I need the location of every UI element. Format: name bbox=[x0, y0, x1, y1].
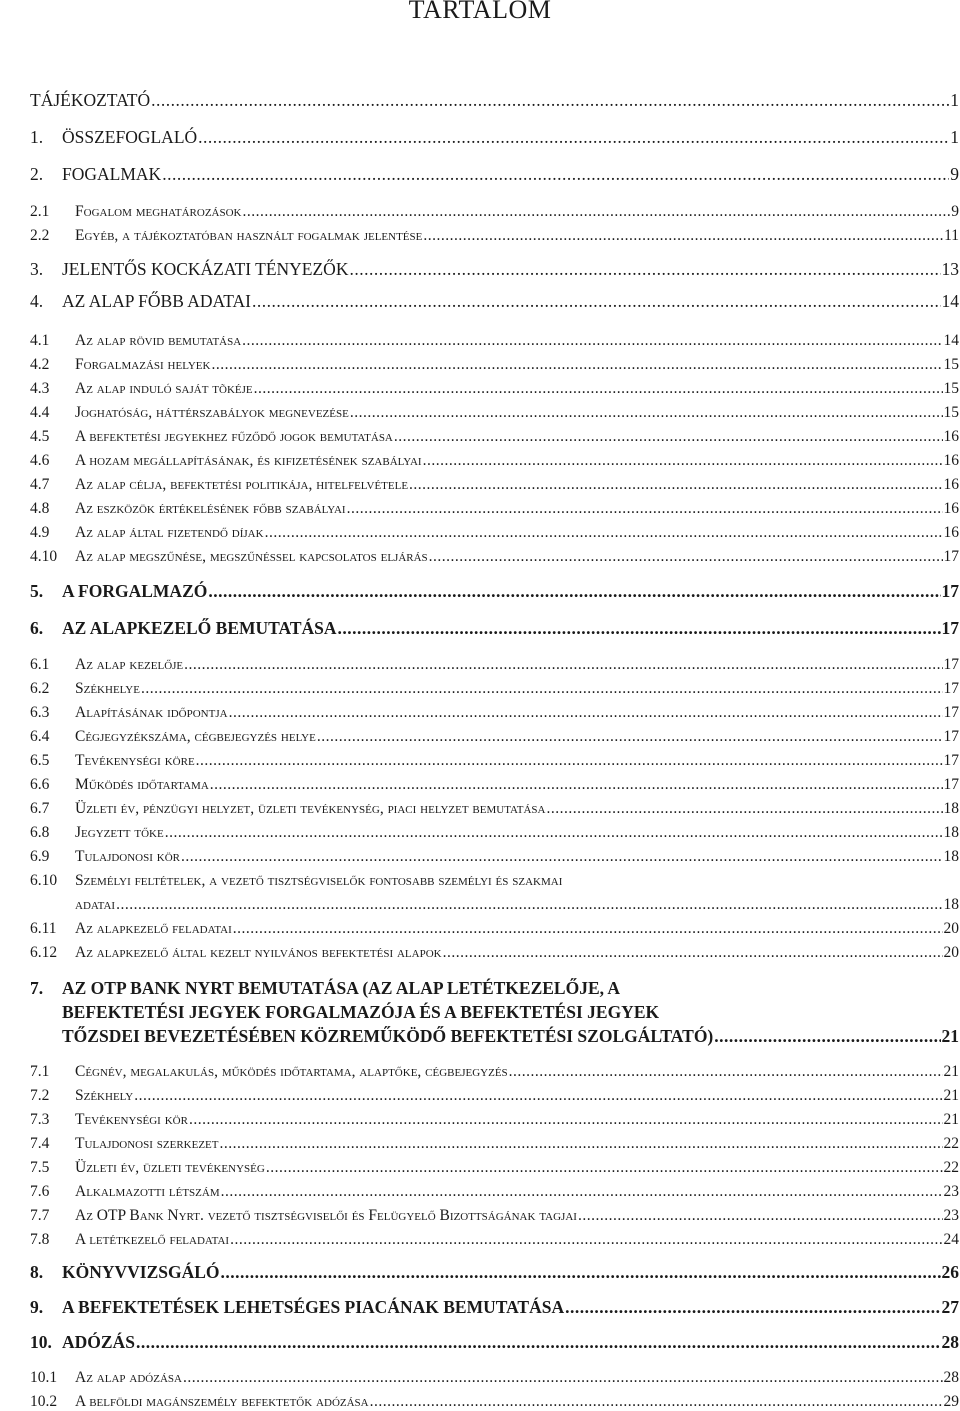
dot-leader bbox=[578, 1207, 943, 1225]
toc-entry-text: AZ ALAP FŐBB ADATAI bbox=[62, 291, 252, 311]
toc-page-number: 16 bbox=[943, 452, 959, 469]
toc-entry-text: ADÓZÁS bbox=[62, 1332, 135, 1352]
dot-leader bbox=[409, 476, 942, 494]
toc-entry-text: Tulajdonosi kör bbox=[75, 848, 181, 865]
page-title: TARTALOM bbox=[408, 0, 552, 24]
toc-entry-text: Forgalmazási helyek bbox=[75, 356, 211, 373]
toc-entry-number: 6.5 bbox=[30, 752, 50, 769]
dot-leader bbox=[338, 618, 941, 638]
dot-leader bbox=[183, 1369, 943, 1387]
toc-entry-6-1[interactable] bbox=[30, 652, 959, 674]
toc-entry-number: 7.2 bbox=[30, 1087, 50, 1104]
toc-entry-number: 4.9 bbox=[30, 524, 50, 541]
toc-entry-number: 6.4 bbox=[30, 728, 50, 745]
toc-entry-text: Tevékenységi kör bbox=[75, 1111, 188, 1128]
toc-entry-7[interactable] bbox=[30, 1024, 959, 1046]
dot-leader bbox=[189, 1111, 943, 1129]
toc-entry-4-9[interactable] bbox=[30, 520, 959, 542]
toc-entry-6-8[interactable] bbox=[30, 820, 959, 842]
dot-leader bbox=[423, 227, 943, 245]
toc-entry-6-3[interactable] bbox=[30, 700, 959, 722]
toc-entry-7-2[interactable] bbox=[30, 1083, 959, 1105]
toc-entry-number: 10. bbox=[30, 1332, 52, 1352]
dot-leader bbox=[423, 452, 943, 470]
toc-page-number: 23 bbox=[943, 1207, 959, 1224]
toc-page-number: 16 bbox=[943, 524, 959, 541]
toc-entry-text: Működés időtartama bbox=[75, 776, 209, 793]
toc-page-number: 14 bbox=[941, 291, 959, 311]
dot-leader bbox=[220, 1135, 943, 1153]
toc-entry-4-6[interactable] bbox=[30, 448, 959, 470]
toc-entry-6-2[interactable] bbox=[30, 676, 959, 698]
toc-entry-text: A FORGALMAZÓ bbox=[62, 581, 208, 601]
toc-page-number: 11 bbox=[944, 227, 959, 244]
dot-leader bbox=[221, 1183, 943, 1201]
dot-leader bbox=[266, 1159, 943, 1177]
toc-entry-number: 2. bbox=[30, 164, 44, 184]
toc-entry-text: Üzleti év, üzleti tevékenység bbox=[75, 1159, 265, 1176]
toc-entry-text: Cégnév, megalakulás, működés időtartama, alaptőke, cégbejegyzés bbox=[75, 1063, 508, 1080]
toc-entry-number: 6.3 bbox=[30, 704, 50, 721]
toc-entry-text: Székhely bbox=[75, 1087, 134, 1104]
dot-leader bbox=[242, 332, 942, 350]
toc-entry-4-2[interactable] bbox=[30, 352, 959, 374]
toc-entry-number: 2.1 bbox=[30, 203, 50, 220]
toc-entry-number: 6.11 bbox=[30, 920, 57, 937]
toc-entry-text: Fogalom meghatározások bbox=[75, 203, 242, 220]
toc-entry-text-continued: BEFEKTETÉSI JEGYEK FORGALMAZÓJA ÉS A BEFEKTETÉSI JEGYEK bbox=[62, 1002, 660, 1022]
toc-entry-3[interactable] bbox=[30, 257, 959, 279]
toc-entry-number: 7.4 bbox=[30, 1135, 50, 1152]
toc-page-number: 18 bbox=[943, 800, 959, 817]
toc-page-number: 29 bbox=[943, 1393, 959, 1410]
toc-entry-number: 6.10 bbox=[30, 872, 58, 889]
toc-page-number: 16 bbox=[943, 500, 959, 517]
toc-entry-number: 7.3 bbox=[30, 1111, 50, 1128]
toc-entry-text: Jegyzett tőke bbox=[75, 824, 164, 841]
toc-entry-number: 4. bbox=[30, 291, 44, 311]
toc-entry-text: Az alap adózása bbox=[75, 1369, 182, 1386]
toc-entry-text-continued: TŐZSDEI BEVEZETÉSÉBEN KÖZREMŰKÖDŐ BEFEKTETÉSI SZOLGÁLTATÓ) bbox=[62, 1026, 714, 1046]
dot-leader bbox=[196, 752, 943, 770]
toc-entry-4-4[interactable] bbox=[30, 400, 959, 422]
toc-page-number: 1 bbox=[950, 90, 959, 110]
toc-entry-2-1[interactable] bbox=[30, 199, 959, 221]
toc-entry-7-6[interactable] bbox=[30, 1179, 959, 1201]
toc-page-number: 15 bbox=[943, 404, 959, 421]
toc-entry-text: Joghatóság, háttérszabályok megnevezése bbox=[75, 404, 349, 421]
toc-entry-number: 7.5 bbox=[30, 1159, 50, 1176]
dot-leader bbox=[714, 1026, 940, 1046]
toc-page-number: 15 bbox=[943, 356, 959, 373]
dot-leader bbox=[208, 581, 940, 601]
toc-entry-number: 7.1 bbox=[30, 1063, 50, 1080]
toc-page-number: 22 bbox=[943, 1135, 959, 1152]
dot-leader bbox=[394, 428, 943, 446]
toc-entry-number: 9. bbox=[30, 1297, 44, 1317]
toc-entry-1[interactable] bbox=[30, 125, 959, 147]
dot-leader bbox=[429, 548, 943, 566]
toc-page-number: 21 bbox=[943, 1063, 959, 1080]
dot-leader bbox=[350, 404, 943, 422]
dot-leader bbox=[349, 259, 940, 279]
toc-page-number: 17 bbox=[941, 618, 959, 638]
toc-entry-text: TÁJÉKOZTATÓ bbox=[30, 90, 151, 110]
dot-leader bbox=[254, 380, 943, 398]
toc-entry-text: Az alapkezelő feladatai bbox=[75, 920, 232, 937]
toc-entry-number: 3. bbox=[30, 259, 44, 279]
toc-entry-text: Az alap rövid bemutatása bbox=[75, 332, 242, 349]
toc-entry-number: 6.8 bbox=[30, 824, 50, 841]
toc-entry-7-3[interactable] bbox=[30, 1107, 959, 1129]
toc-page-number: 21 bbox=[943, 1111, 959, 1128]
toc-entry-10-1[interactable] bbox=[30, 1365, 959, 1387]
dot-leader bbox=[370, 1393, 943, 1411]
toc-entry-text: JELENTŐS KOCKÁZATI TÉNYEZŐK bbox=[62, 259, 349, 279]
toc-entry-text: Tulajdonosi szerkezet bbox=[75, 1135, 219, 1152]
toc-entry-2[interactable] bbox=[30, 162, 959, 184]
toc-entry-number: 7.6 bbox=[30, 1183, 50, 1200]
toc-page-number: 17 bbox=[943, 752, 959, 769]
dot-leader bbox=[265, 524, 943, 542]
toc-entry-7-8[interactable] bbox=[30, 1227, 959, 1249]
toc-entry-text: A hozam megállapításának, és kifizetésének szabályai bbox=[75, 452, 422, 469]
toc-entry-text: A belföldi magánszemély befektetők adózása bbox=[75, 1393, 369, 1410]
toc-entry-10[interactable] bbox=[30, 1330, 959, 1352]
dot-leader bbox=[184, 656, 942, 674]
dot-leader bbox=[162, 164, 949, 184]
toc-page-number: 21 bbox=[943, 1087, 959, 1104]
dot-leader bbox=[252, 291, 940, 311]
dot-leader bbox=[211, 356, 942, 374]
toc-page-number: 22 bbox=[943, 1159, 959, 1176]
toc-entry-4[interactable] bbox=[30, 289, 959, 311]
toc-page-number: 18 bbox=[943, 896, 959, 913]
toc-entry-7-second-line bbox=[30, 1000, 959, 1022]
toc-entry-4-8[interactable] bbox=[30, 496, 959, 518]
dot-leader bbox=[443, 944, 943, 962]
toc-entry-text: AZ OTP BANK NYRT BEMUTATÁSA (AZ ALAP LETÉTKEZELŐJE, A bbox=[62, 978, 621, 998]
toc-page-number: 20 bbox=[943, 920, 959, 937]
toc-page-number: 26 bbox=[941, 1262, 959, 1282]
toc-entry-8[interactable] bbox=[30, 1260, 959, 1282]
toc-entry-4-1[interactable] bbox=[30, 328, 959, 350]
toc-entry-text: Az OTP Bank Nyrt. vezető tisztségviselői és Felügyelő Bizottságának tagjai bbox=[75, 1207, 577, 1224]
toc-entry-7-first-line[interactable] bbox=[30, 976, 959, 998]
toc-entry-4-7[interactable] bbox=[30, 472, 959, 494]
toc-entry-number: 1. bbox=[30, 127, 44, 147]
dot-leader bbox=[317, 728, 943, 746]
dot-leader bbox=[565, 1297, 940, 1317]
dot-leader bbox=[233, 920, 943, 938]
toc-entry-text: Alkalmazotti létszám bbox=[75, 1183, 220, 1200]
toc-page-number: 28 bbox=[941, 1332, 959, 1352]
dot-leader bbox=[221, 1262, 941, 1282]
toc-page-number: 21 bbox=[941, 1026, 959, 1046]
toc-entry-number: 6.6 bbox=[30, 776, 50, 793]
toc-entry-6-5[interactable] bbox=[30, 748, 959, 770]
toc-entry-text: A letétkezelő feladatai bbox=[75, 1231, 230, 1248]
toc-entry-text: Cégjegyzékszáma, cégbejegyzés helye bbox=[75, 728, 316, 745]
toc-page-number: 23 bbox=[943, 1183, 959, 1200]
toc-page-number: 16 bbox=[943, 428, 959, 445]
toc-entry-6-10[interactable] bbox=[30, 892, 959, 914]
toc-entry-text: Az alap által fizetendő díjak bbox=[75, 524, 264, 541]
toc-page-number: 18 bbox=[943, 824, 959, 841]
toc-entry-6-4[interactable] bbox=[30, 724, 959, 746]
toc-entry-tajekoztato[interactable] bbox=[30, 88, 959, 110]
toc-entry-text: Az alap célja, befektetési politikája, hitelfelvétele bbox=[75, 476, 409, 493]
toc-entry-number: 7. bbox=[30, 978, 44, 998]
toc-entry-text: Személyi feltételek, a vezető tisztségviselők fontosabb személyi és szakmai bbox=[75, 872, 563, 889]
dot-leader bbox=[547, 800, 943, 818]
dot-leader bbox=[229, 704, 943, 722]
toc-entry-number: 8. bbox=[30, 1262, 44, 1282]
toc-entry-number: 4.1 bbox=[30, 332, 50, 349]
toc-page-number: 14 bbox=[943, 332, 959, 349]
toc-page-number: 24 bbox=[943, 1231, 959, 1248]
toc-entry-text: Az alap kezelője bbox=[75, 656, 184, 673]
dot-leader bbox=[136, 1332, 941, 1352]
dot-leader bbox=[116, 896, 942, 914]
toc-entry-number: 5. bbox=[30, 581, 44, 601]
toc-entry-number: 6.9 bbox=[30, 848, 50, 865]
toc-entry-number: 4.4 bbox=[30, 404, 50, 421]
toc-entry-number: 6.2 bbox=[30, 680, 50, 697]
toc-entry-5[interactable] bbox=[30, 579, 959, 601]
toc-entry-6-10-first-line[interactable] bbox=[30, 868, 959, 890]
toc-entry-10-2[interactable] bbox=[30, 1389, 959, 1411]
toc-page-number: 9 bbox=[951, 203, 959, 220]
toc-page-number: 17 bbox=[943, 728, 959, 745]
toc-entry-text: Az alapkezelő által kezelt nyilvános befektetési alapok bbox=[75, 944, 442, 961]
toc-entry-7-7[interactable] bbox=[30, 1203, 959, 1225]
dot-leader bbox=[210, 776, 943, 794]
toc-entry-number: 4.2 bbox=[30, 356, 50, 373]
toc-entry-number: 7.7 bbox=[30, 1207, 50, 1224]
dot-leader bbox=[134, 1087, 942, 1105]
toc-entry-number: 10.2 bbox=[30, 1393, 58, 1410]
toc-page-number: 28 bbox=[943, 1369, 959, 1386]
toc-entry-text: AZ ALAPKEZELŐ BEMUTATÁSA bbox=[62, 618, 337, 638]
toc-entry-text: ÖSSZEFOGLALÓ bbox=[62, 127, 198, 147]
toc-entry-number: 2.2 bbox=[30, 227, 50, 244]
toc-entry-text-continued: adatai bbox=[75, 896, 116, 913]
toc-page-number: 20 bbox=[943, 944, 959, 961]
toc-page-number: 17 bbox=[943, 776, 959, 793]
toc-entry-number: 6. bbox=[30, 618, 44, 638]
toc-page-number: 18 bbox=[943, 848, 959, 865]
toc-page-number: 27 bbox=[941, 1297, 959, 1317]
toc-page-number: 17 bbox=[943, 656, 959, 673]
toc-entry-6-6[interactable] bbox=[30, 772, 959, 794]
toc-page-number: 17 bbox=[941, 581, 959, 601]
toc-page-number: 17 bbox=[943, 704, 959, 721]
dot-leader bbox=[151, 90, 949, 110]
toc-entry-6[interactable] bbox=[30, 616, 959, 638]
toc-entry-6-11[interactable] bbox=[30, 916, 959, 938]
toc-entry-text: A BEFEKTETÉSEK LEHETSÉGES PIACÁNAK BEMUTATÁSA bbox=[62, 1297, 565, 1317]
toc-entry-number: 6.12 bbox=[30, 944, 58, 961]
toc-page-number: 17 bbox=[943, 680, 959, 697]
toc-page-number: 15 bbox=[943, 380, 959, 397]
toc-entry-text: Az alap megszűnése, megszűnéssel kapcsolatos eljárás bbox=[75, 548, 428, 565]
toc-page-number: 1 bbox=[950, 127, 959, 147]
toc-entry-9[interactable] bbox=[30, 1295, 959, 1317]
toc-entry-number: 4.5 bbox=[30, 428, 50, 445]
toc-entry-4-10[interactable] bbox=[30, 544, 959, 566]
dot-leader bbox=[141, 680, 943, 698]
dot-leader bbox=[165, 824, 943, 842]
dot-leader bbox=[198, 127, 949, 147]
toc-entry-2-2[interactable] bbox=[30, 223, 959, 245]
toc-entry-text: A befektetési jegyekhez fűződő jogok bemutatása bbox=[75, 428, 393, 445]
toc-entry-6-7[interactable] bbox=[30, 796, 959, 818]
toc-entry-text: Székhelye bbox=[75, 680, 140, 697]
toc-entry-text: Alapításának időpontja bbox=[75, 704, 228, 721]
toc-page-number: 16 bbox=[943, 476, 959, 493]
dot-leader bbox=[509, 1063, 943, 1081]
toc-entry-number: 4.8 bbox=[30, 500, 50, 517]
dot-leader bbox=[181, 848, 942, 866]
toc-entry-number: 4.3 bbox=[30, 380, 50, 397]
toc-entry-7-4[interactable] bbox=[30, 1131, 959, 1153]
toc-entry-4-5[interactable] bbox=[30, 424, 959, 446]
toc-entry-text: Az eszközök értékelésének főbb szabályai bbox=[75, 500, 346, 517]
toc-page-number: 17 bbox=[943, 548, 959, 565]
toc-entry-text: Egyéb, a tájékoztatóban használt fogalmak jelentése bbox=[75, 227, 423, 244]
toc-entry-number: 4.7 bbox=[30, 476, 50, 493]
toc-page-number: 13 bbox=[941, 259, 959, 279]
toc-entry-text: Üzleti év, pénzügyi helyzet, üzleti tevékenység, piaci helyzet bemutatása bbox=[75, 800, 546, 817]
toc-entry-number: 6.7 bbox=[30, 800, 50, 817]
dot-leader bbox=[243, 203, 951, 221]
toc-entry-6-12[interactable] bbox=[30, 940, 959, 962]
dot-leader bbox=[230, 1231, 942, 1249]
toc-entry-text: Tevékenységi köre bbox=[75, 752, 195, 769]
toc-entry-number: 10.1 bbox=[30, 1369, 58, 1386]
toc-page-number: 9 bbox=[950, 164, 959, 184]
toc-entry-number: 7.8 bbox=[30, 1231, 50, 1248]
toc-entry-text: KÖNYVVIZSGÁLÓ bbox=[62, 1262, 220, 1282]
toc-entry-4-3[interactable] bbox=[30, 376, 959, 398]
toc-entry-number: 4.6 bbox=[30, 452, 50, 469]
toc-entry-text: FOGALMAK bbox=[62, 164, 162, 184]
toc-entry-6-9[interactable] bbox=[30, 844, 959, 866]
toc-entry-7-1[interactable] bbox=[30, 1059, 959, 1081]
toc-entry-7-5[interactable] bbox=[30, 1155, 959, 1177]
toc-entry-number: 4.10 bbox=[30, 548, 58, 565]
toc-entry-number: 6.1 bbox=[30, 656, 50, 673]
dot-leader bbox=[347, 500, 943, 518]
toc-entry-text: Az alap induló saját tõkéje bbox=[75, 380, 253, 397]
